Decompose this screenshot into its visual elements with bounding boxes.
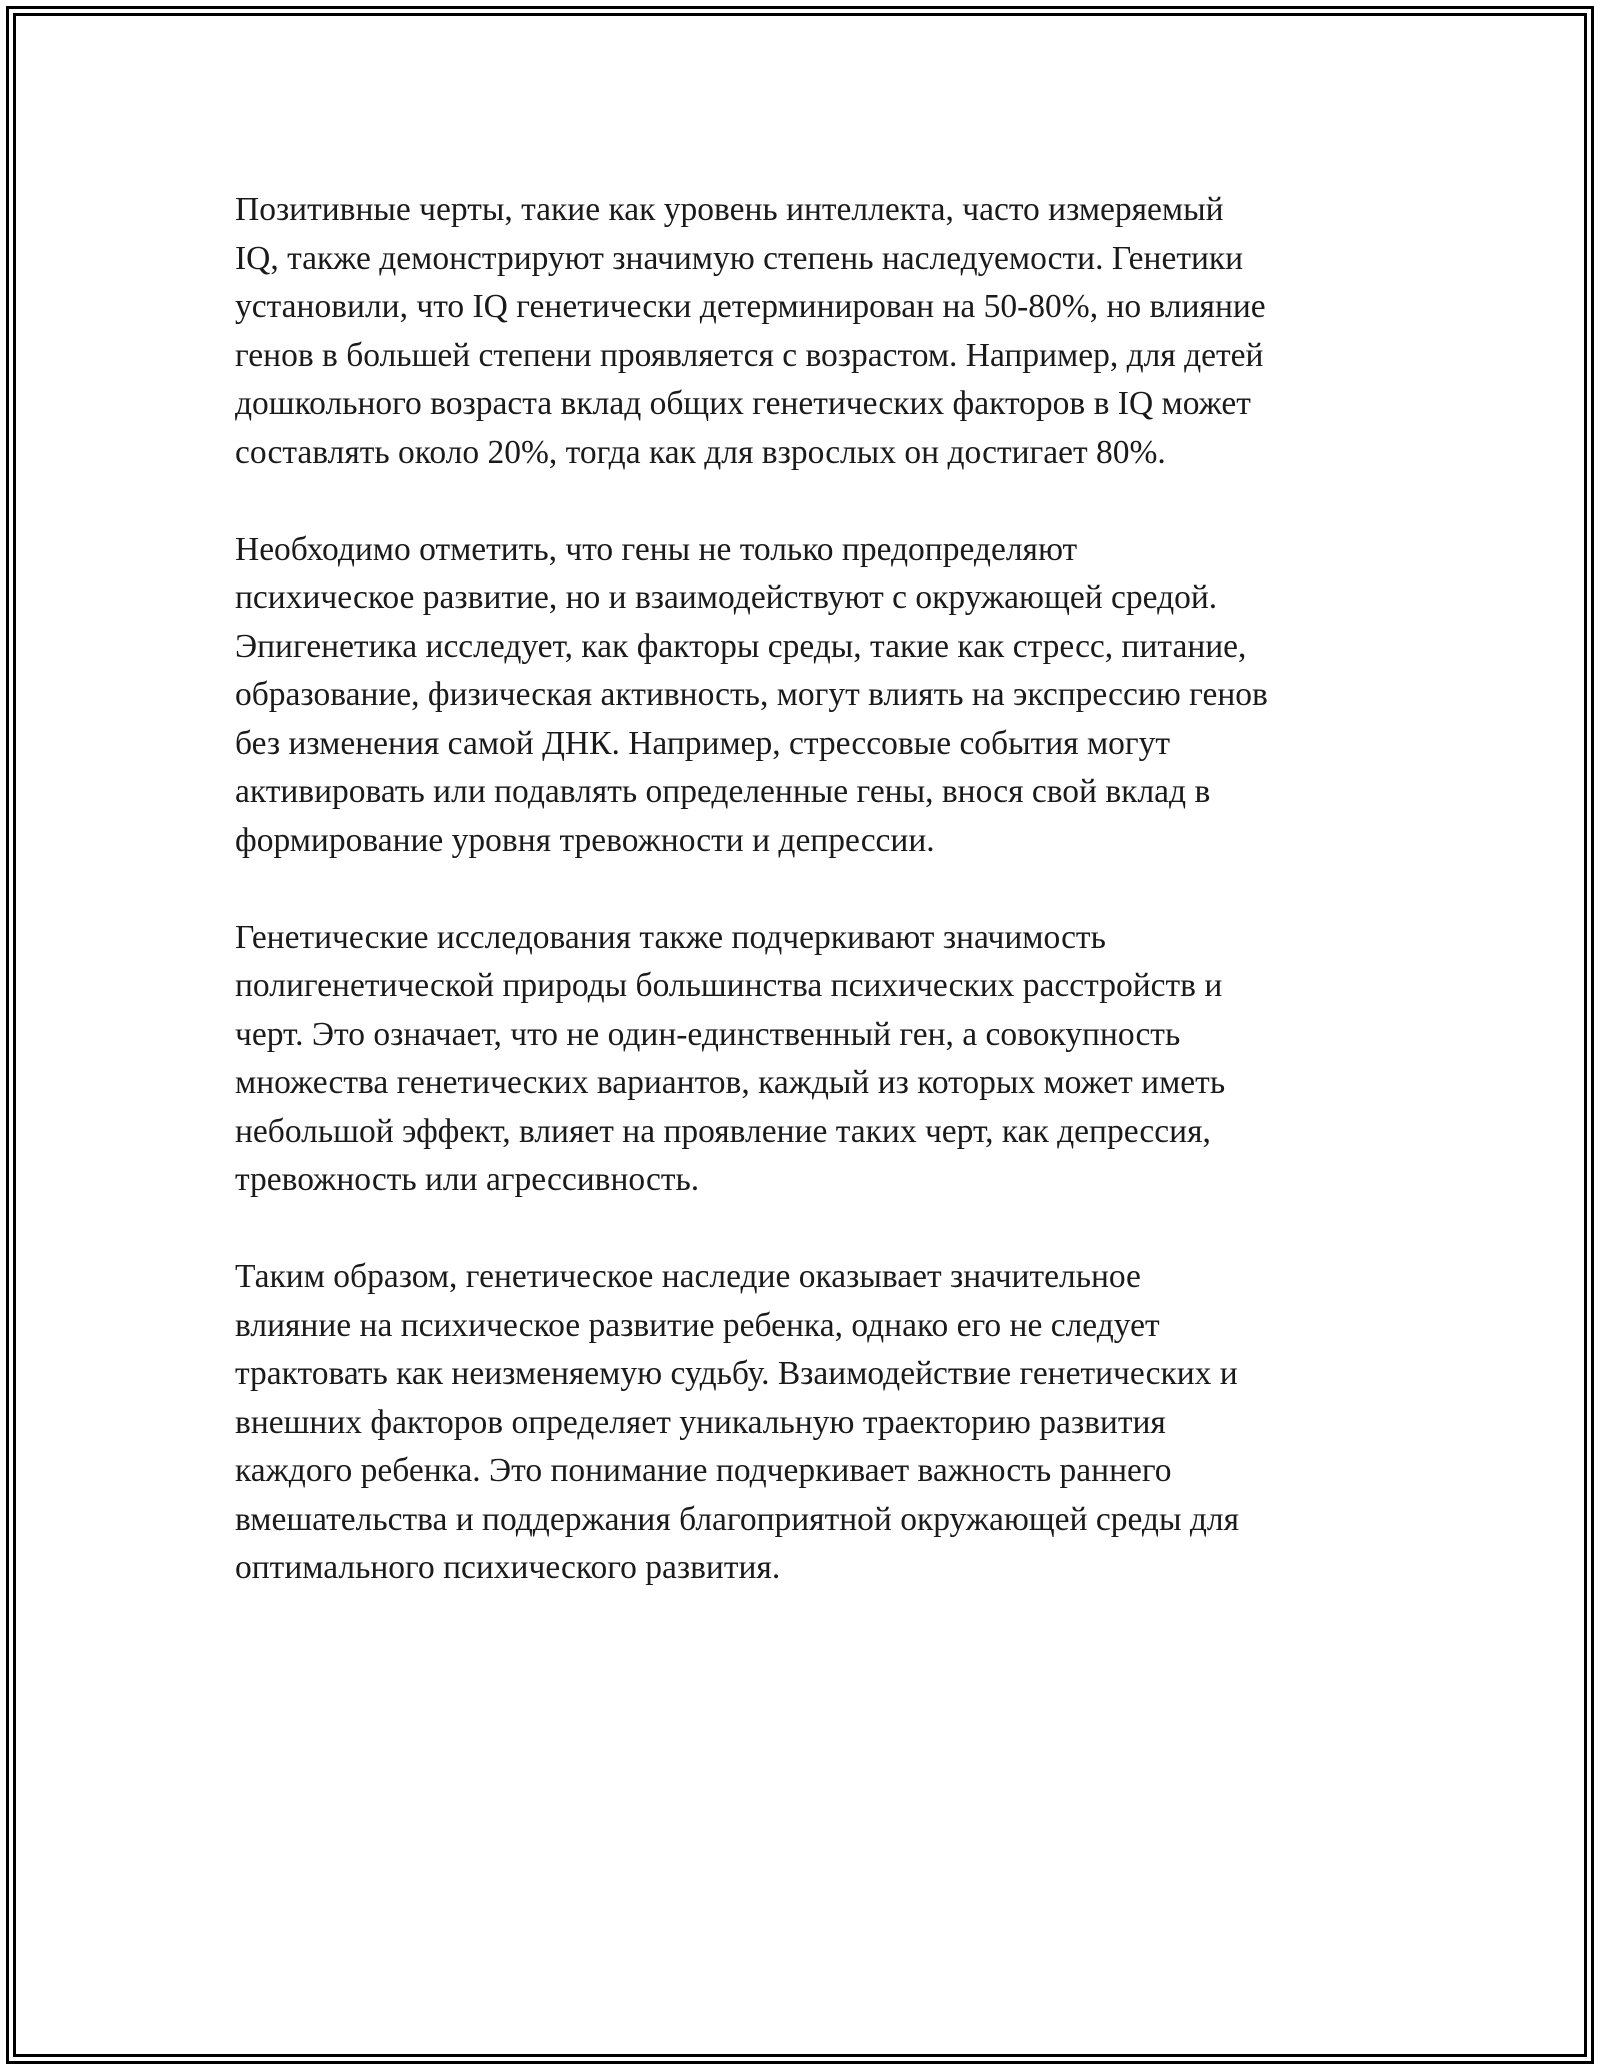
paragraph-conclusion bbox=[235, 1253, 1385, 1593]
text-line: каждого ребенка. Это понимание подчеркивает важность раннего bbox=[235, 1452, 1172, 1489]
text-line: полигенетической природы большинства психических расстройств и bbox=[235, 967, 1223, 1004]
paragraph-epigenetics bbox=[235, 526, 1385, 866]
text-line: Таким образом, генетическое наследие оказывает значительное bbox=[235, 1258, 1141, 1295]
text-line: составлять около 20%, тогда как для взрослых он достигает 80%. bbox=[235, 433, 1166, 471]
text-line: внешних факторов определяет уникальную траекторию развития bbox=[235, 1403, 1166, 1441]
text-line: небольшой эффект, влияет на проявление таких черт, как депрессия, bbox=[235, 1112, 1211, 1150]
text-line: генов в большей степени проявляется с возрастом. Например, для детей bbox=[235, 336, 1264, 374]
text-line: дошкольного возраста вклад общих генетических факторов в IQ может bbox=[235, 385, 1251, 422]
text-line: влияние на психическое развитие ребенка, однако его не следует bbox=[235, 1306, 1160, 1344]
text-line: формирование уровня тревожности и депрессии. bbox=[235, 821, 935, 859]
text-line: вмешательства и поддержания благоприятной окружающей среды для bbox=[235, 1500, 1240, 1538]
text-line: множества генетических вариантов, каждый из которых может иметь bbox=[235, 1064, 1226, 1101]
text-line: образование, физическая активность, могут влиять на экспрессию генов bbox=[235, 676, 1268, 713]
document-body bbox=[235, 186, 1385, 1641]
text-line: психическое развитие, но и взаимодействуют с окружающей средой. bbox=[235, 579, 1218, 616]
text-line: тревожность или агрессивность. bbox=[235, 1161, 700, 1198]
text-line: активировать или подавлять определенные гены, внося свой вклад в bbox=[235, 773, 1211, 810]
text-line: Позитивные черты, такие как уровень интеллекта, часто измеряемый bbox=[235, 191, 1224, 228]
text-line: трактовать как неизменяемую судьбу. Взаимодействие генетических и bbox=[235, 1355, 1238, 1392]
text-line: IQ, также демонстрируют значимую степень наследуемости. Генетики bbox=[235, 239, 1244, 277]
text-line: Эпигенетика исследует, как факторы среды, такие как стресс, питание, bbox=[235, 627, 1247, 665]
text-line: Необходимо отметить, что гены не только предопределяют bbox=[235, 530, 1078, 568]
text-line: черт. Это означает, что не один-единственный ген, а совокупность bbox=[235, 1015, 1181, 1053]
paragraph-polygenic bbox=[235, 914, 1385, 1205]
text-line: Генетические исследования также подчеркивают значимость bbox=[235, 918, 1106, 956]
text-line: оптимального психического развития. bbox=[235, 1549, 781, 1586]
text-line: без изменения самой ДНК. Например, стрессовые события могут bbox=[235, 724, 1171, 762]
text-line: установили, что IQ генетически детерминирован на 50-80%, но влияние bbox=[235, 288, 1266, 325]
paragraph-heritability-iq bbox=[235, 186, 1385, 477]
